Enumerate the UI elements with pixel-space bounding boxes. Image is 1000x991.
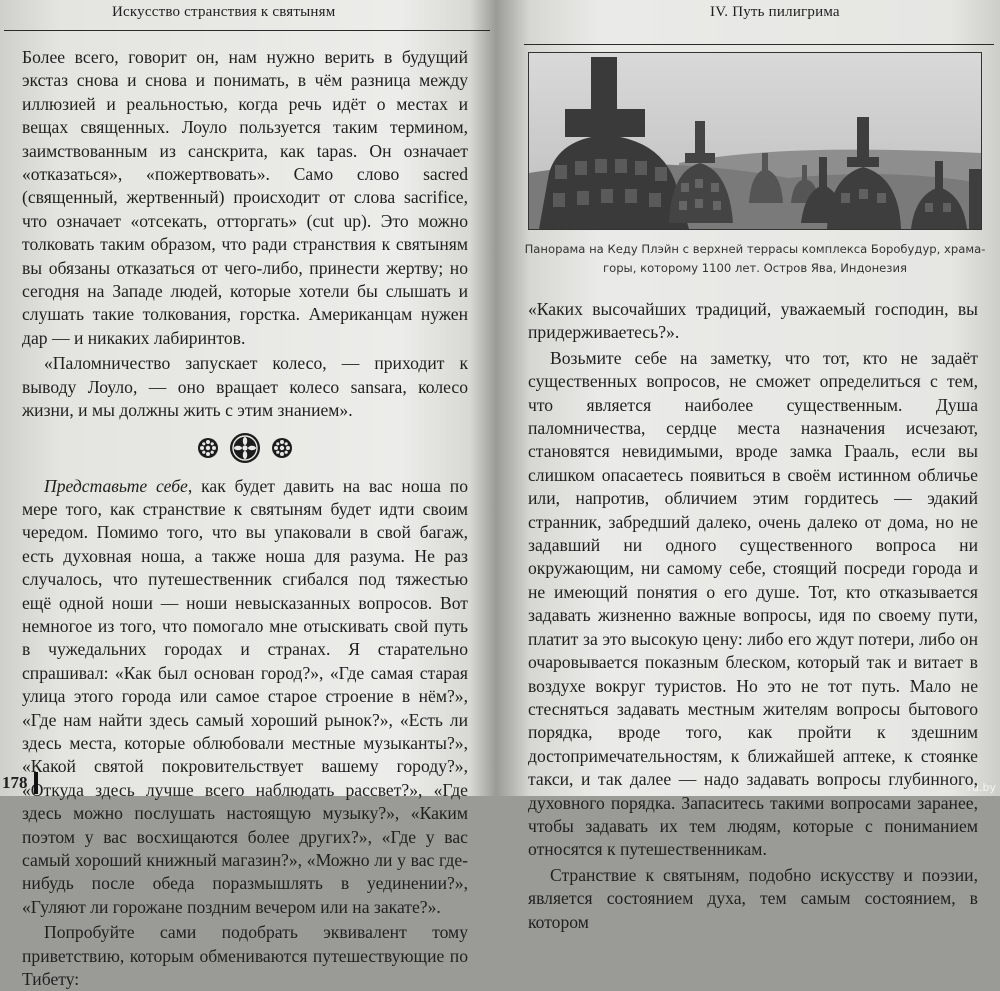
paragraph-2: «Паломничество запускает колесо, — приходит к выводу Лоуло, — оно вращает колесо sansara, колесо жизни, и мы должны жить с этим знанием».: [22, 353, 468, 421]
paragraph-5: «Каких высочайших традиций, уважаемый господин, вы придерживаетесь?».: [528, 299, 978, 343]
watermark: ru.by: [967, 781, 996, 794]
rosette-small-left-icon: [197, 437, 219, 459]
page-number: 178: [2, 772, 38, 794]
rosette-small-right-icon: [271, 437, 293, 459]
header-rule-left: [4, 30, 490, 31]
running-head-right: IV. Путь пилигрима: [710, 4, 840, 20]
right-page: [506, 0, 1000, 932]
borobudur-photo: [528, 52, 982, 230]
rosette-large-center-icon: [229, 432, 261, 464]
running-head-left: Искусство странствия к святыням: [112, 4, 336, 20]
photo-caption: Панорама на Кеду Плэйн с верхней террасы комплекса Боробудур, храма-горы, которому 1100 лет. Остров Ява, Индонезия: [524, 242, 986, 275]
stupa-panorama-image: [529, 53, 981, 229]
paragraph-6: Возьмите себе на заметку, что тот, кто не задаёт существенных вопросов, не сможет определиться с тем, что является наиболее существенным. Душа паломничества, сердце места назначения исчезают, становятся невидимыми, вроде замка Грааль, если вы слишком опасаетесь появиться в своём истинном обличье или, напротив, обличием этим гордитесь — эдакий странник, забредший далеко, очень далеко от дома, но не задавший ни одного существенного вопроса ни окружающим, ни самому себе, стоящий посреди города и не имеющий понятия о его душе. Тот, кто отказывается задавать жизненно важные вопросы, идя по своему пути, платит за это высокую цену: либо его ждут потери, либо он очаровывается показным блеском, который так и витает в воздухе вокруг туристов. Но это не тот путь. Мало не стесняться задавать местным жителям вопросы бытового порядка, вроде того, как пройти к здешним достопримечательностям, к ближайшей аптеке, к стоянке такси, и так далее — надо задавать вопросы глубинного, духовного порядка. Запаситесь такими вопросами заранее, чтобы задавать их тем людям, которые с пониманием относятся к путешественникам.: [528, 347, 978, 860]
right-page-body: [528, 298, 978, 934]
paragraph-3: [22, 475, 468, 920]
lead-italic: Представьте себе: [44, 475, 188, 496]
section-ornament: [22, 431, 468, 465]
paragraph-4: Попробуйте сами подобрать эквивалент тому приветствию, которым обмениваются путешествующие по Тибету:: [22, 922, 468, 990]
header-rule-right: [524, 44, 994, 45]
left-page-body: [22, 46, 468, 991]
paragraph-1: Более всего, говорит он, нам нужно верить в будущий экстаз снова и снова и понимать, в чём разница между иллюзией и реальностью, когда речь идёт о местах и вещах священных. Лоуло пользуется таким термином, заимствованным из санскрита, как tapas. Он означает «отказаться», «пожертвовать». Само слово sacred (священный, жертвенный) происходит от слова sacrifice, что означает «отсекать, отторгать» (cut up). Это можно толковать таким образом, что ради странствия к святыням вы обязаны отказаться от чего-либо, принести жертву; но сегодня на Западе людей, которые хотели бы слышать и слушать такие толкования, горстка. Американцам нужен дар — и никаких лабиринтов.: [22, 47, 468, 348]
left-page: [0, 0, 492, 990]
paragraph-7: Странствие к святыням, подобно искусству и поэзии, является состоянием духа, тем самым состоянием, в котором: [528, 864, 978, 932]
paragraph-3-text: , как будет давить на вас ноша по мере того, как странствие к святыням будет идти своим чередом. Помимо того, что вы упаковали в свой багаж, есть духовная ноша, а также ноша для разума. Не раз случалось, что путешественник сгибался под тяжестью ещё одной ноши — ноши невысказанных вопросов. Вот немногое из того, что помогало мне отыскивать свой путь в чужедальних городах и странах. Я старательно спрашивал: «Как был основан город?», «Где самая старая улица этого города или самое старое строение в нём?», «Где нам найти здесь самый хороший рынок?», «Есть ли здесь места, которые облюбовали местные музыканты?», «Какой святой покровительствует вашему городу?», «Откуда здесь лучше всего наблюдать рассвет?», «Где здесь можно послушать настоящую музыку?», «Каким поэтом у вас восхищаются более других?», «Где у вас самый хороший книжный магазин?», «Можно ли у вас где-нибудь после обеда поразмышлять в уединении?», «Гуляют ли горожане поздним вечером или на закате?».: [22, 475, 469, 917]
